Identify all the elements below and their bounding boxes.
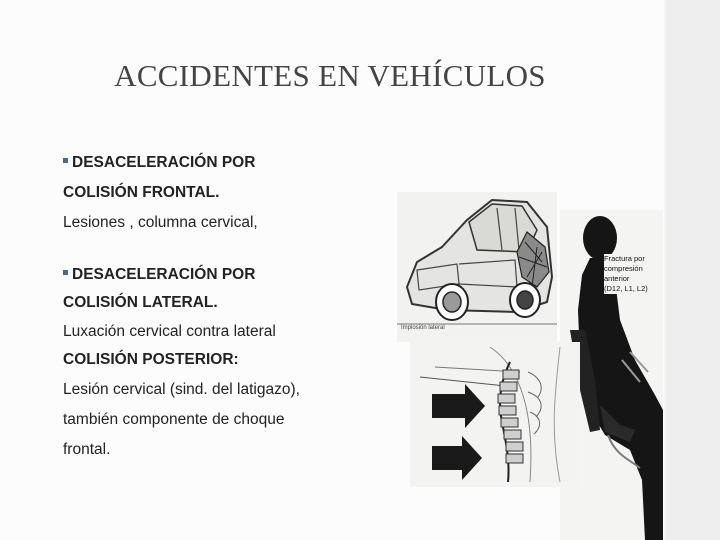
bullet-line-lateral-1 xyxy=(63,265,393,285)
line-posterior-head: COLISIÓN POSTERIOR: xyxy=(63,351,239,368)
fracture-label-line: Fractura por xyxy=(604,254,645,263)
line-posterior-desc-1: Lesión cervical (sind. del latigazo), xyxy=(63,381,300,398)
spine-xray-image xyxy=(410,342,580,487)
bullet-line-frontal-1 xyxy=(63,153,393,173)
line-lateral-desc: Luxación cervical contra lateral xyxy=(63,323,276,340)
right-edge-bar xyxy=(666,0,720,540)
bullet-icon xyxy=(63,270,68,275)
spine-xray-drawing xyxy=(410,342,580,487)
car-crash-image xyxy=(397,192,557,342)
slide-title: ACCIDENTES EN VEHÍCULOS xyxy=(114,58,546,93)
fracture-label-line: anterior xyxy=(604,274,630,283)
line-lateral-2: COLISIÓN LATERAL. xyxy=(63,294,218,311)
fracture-label-line: compresión xyxy=(604,264,643,273)
line-posterior-desc-2: también componente de choque xyxy=(63,411,285,428)
text-span: DESACELERACIÓN POR xyxy=(72,154,256,171)
fracture-label xyxy=(604,254,662,294)
car-crash-drawing xyxy=(397,192,557,342)
line-posterior-desc-3: frontal. xyxy=(63,441,111,458)
bullet-icon xyxy=(63,158,68,163)
text-span: DESACELERACIÓN POR xyxy=(72,266,256,283)
line-frontal-2: COLISIÓN FRONTAL. xyxy=(63,184,220,201)
fracture-label-line: (D12, L1, L2) xyxy=(604,284,648,293)
car-caption: Implosión lateral xyxy=(401,325,445,331)
line-frontal-desc: Lesiones , columna cervical, xyxy=(63,214,258,231)
